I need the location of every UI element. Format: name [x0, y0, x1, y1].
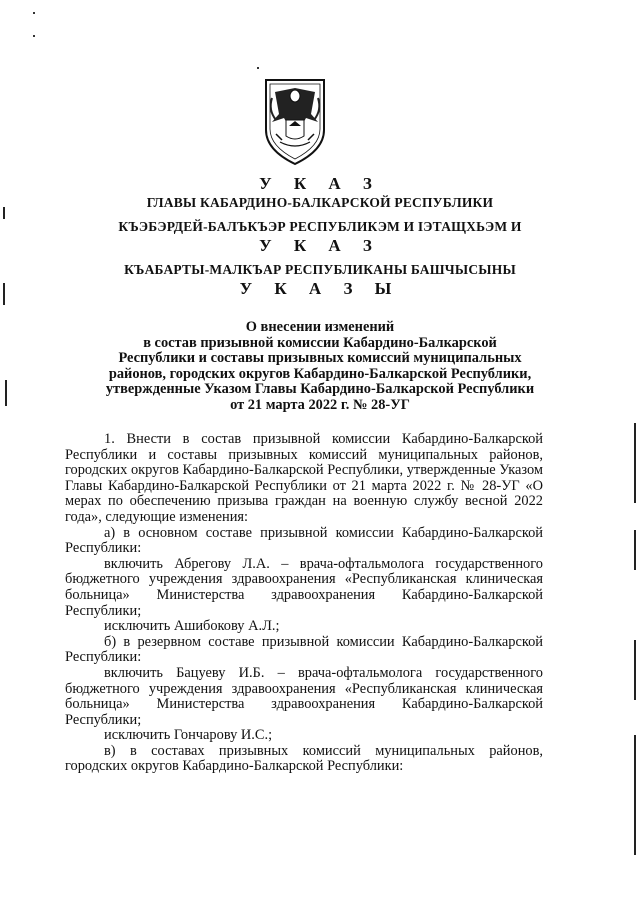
- decree-title: [60, 320, 580, 414]
- item-v-heading: в) в составах призывных комиссий муниципальных районов, городских округов Кабардино-Балкарской Республики:: [65, 742, 543, 775]
- issuer-line-ru: ГЛАВЫ КАБАРДИНО-БАЛКАРСКОЙ РЕСПУБЛИКИ: [146, 195, 494, 210]
- title-line: в состав призывной комиссии Кабардино-Балкарской: [143, 334, 497, 351]
- item-b-exclude: исключить Гончарову И.С.;: [104, 727, 273, 744]
- scan-edge-mark: [634, 530, 636, 570]
- issuer-line-kab: КЪЭБЭРДЕЙ-БАЛЪКЪЭР РЕСПУБЛИКЭМ И ІЭТАЩХЬЭМ И: [118, 219, 522, 234]
- decree-heading-kab: У К А З: [259, 236, 381, 255]
- title-line: от 21 марта 2022 г. № 28-УГ: [230, 396, 410, 413]
- item-b-heading: б) в резервном составе призывной комиссии Кабардино-Балкарской Республики:: [65, 633, 543, 666]
- decree-body: [65, 432, 543, 775]
- scan-edge-mark: [5, 380, 7, 406]
- decree-heading-bal: У К А З Ы: [239, 279, 401, 298]
- scan-speck: [33, 12, 35, 14]
- title-line: утвержденные Указом Главы Кабардино-Балкарской Республики: [105, 381, 535, 398]
- scan-edge-mark: [634, 735, 636, 855]
- scan-speck: [33, 35, 35, 37]
- issuer-line-bal: КЪАБАРТЫ-МАЛКЪАР РЕСПУБЛИКАНЫ БАШЧЫСЫНЫ: [124, 262, 516, 277]
- paragraph-1: 1. Внести в состав призывной комиссии Кабардино-Балкарской Республики и составы призывных комиссий муниципальных районов, городских округов Кабардино-Балкарской Республики, утвержденные Указом Главы Кабардино-Балкарской Республики от 21 марта 2022 г. № 28-УГ «О мерах по обеспечению призыва граждан на военную службу весной 2022 года», следующие изменения:: [65, 431, 543, 525]
- title-line: О внесении изменений: [245, 319, 395, 335]
- scan-speck: [257, 67, 259, 69]
- decree-heading-ru: У К А З: [259, 174, 381, 193]
- coat-of-arms-emblem: [262, 76, 328, 166]
- title-line: районов, городских округов Кабардино-Балкарской Республики,: [108, 365, 532, 382]
- scan-edge-mark: [634, 640, 636, 700]
- item-a-heading: а) в основном составе призывной комиссии Кабардино-Балкарской Республики:: [65, 524, 543, 557]
- item-a-exclude: исключить Ашибокову А.Л.;: [104, 618, 280, 635]
- item-a-include: включить Абрегову Л.А. – врача-офтальмолога государственного бюджетного учреждения здравоохранения «Республиканская клиническая больница» Министерства здравоохранения Кабардино-Балкарской Республики;: [65, 555, 543, 619]
- item-b-include: включить Бацуеву И.Б. – врача-офтальмолога государственного бюджетного учреждения здравоохранения «Республиканская клиническая больница» Министерства здравоохранения Кабардино-Балкарской Республики;: [65, 664, 543, 728]
- scan-edge-mark: [634, 423, 636, 503]
- title-line: Республики и составы призывных комиссий муниципальных: [118, 350, 522, 367]
